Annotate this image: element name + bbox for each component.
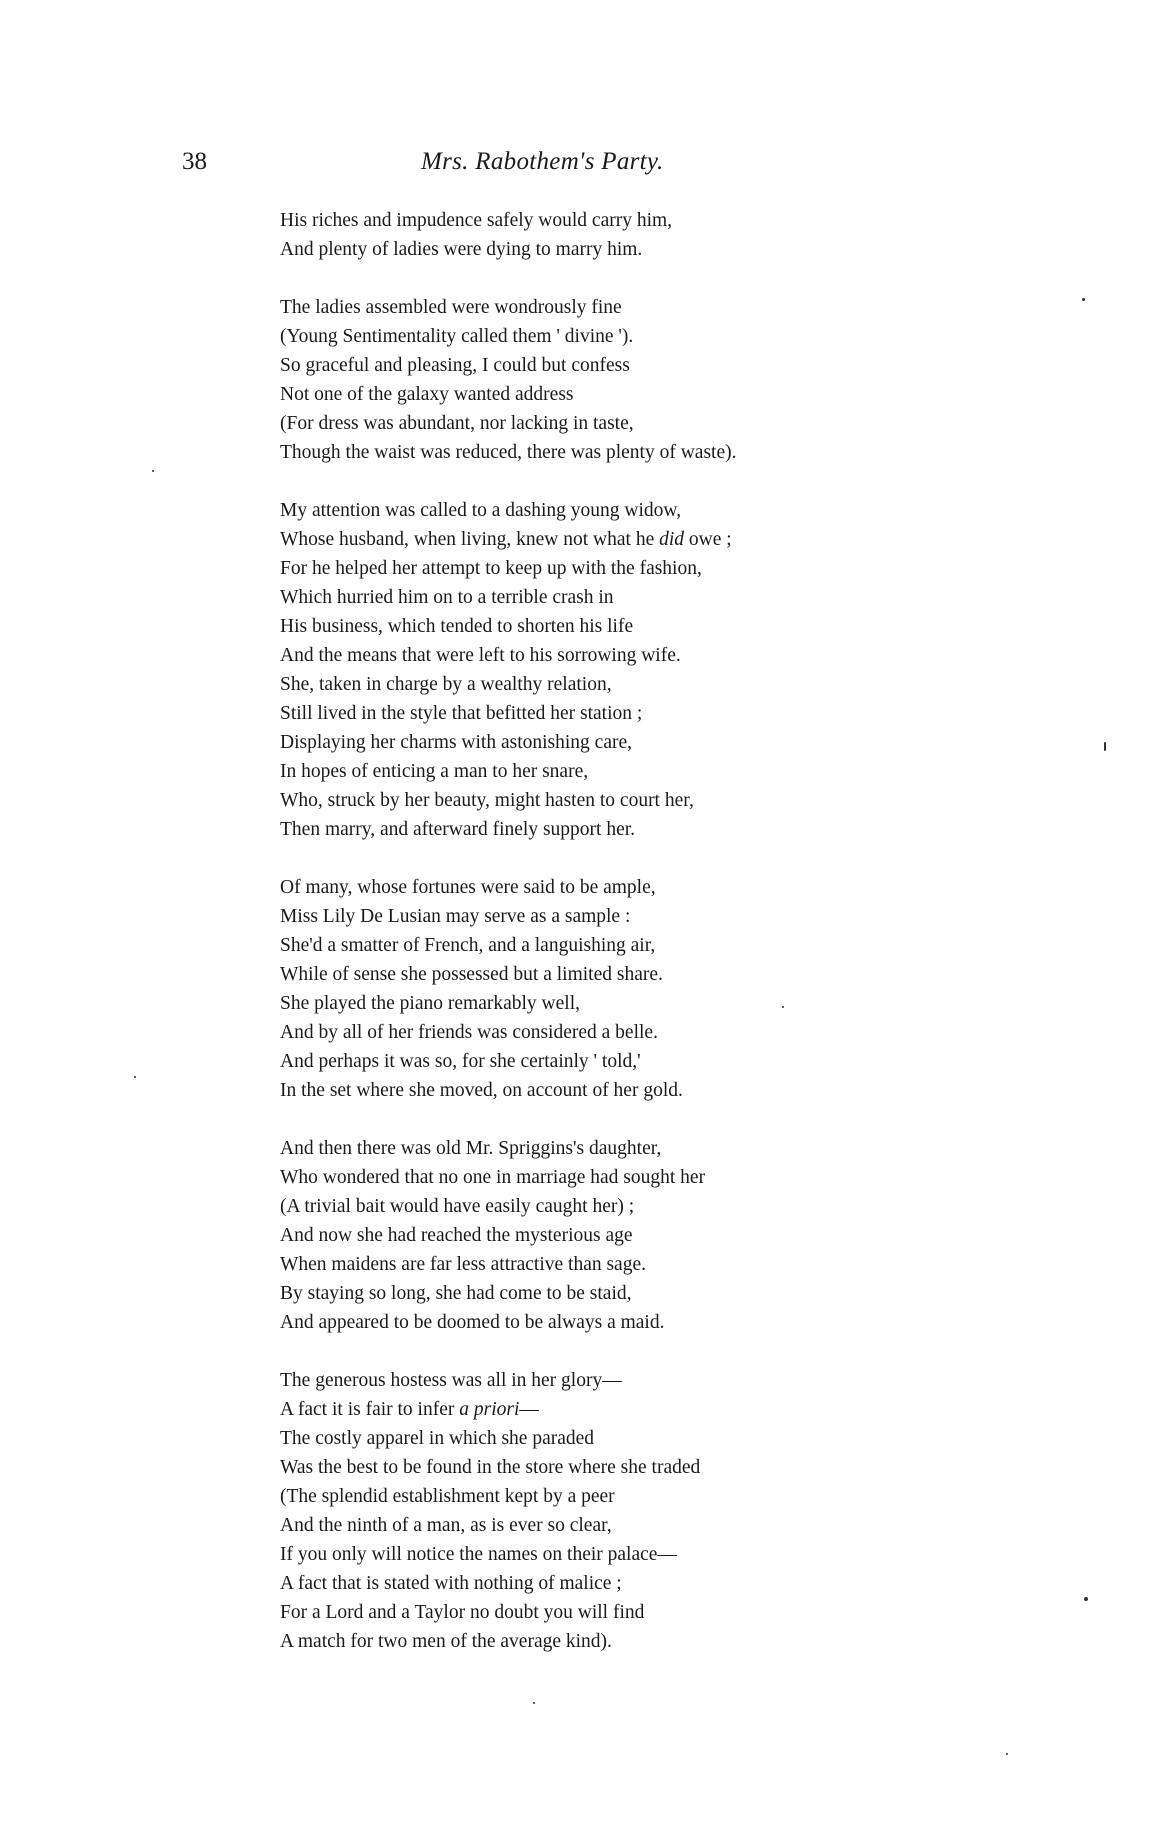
stanza	[280, 496, 1020, 844]
poem-line: A match for two men of the average kind).	[280, 1631, 612, 1652]
poem-line: When maidens are far less attractive than sage.	[280, 1254, 646, 1275]
stanza	[280, 293, 1020, 467]
poem-line: Still lived in the style that befitted her station ;	[280, 703, 643, 724]
poem-line: Who, struck by her beauty, might hasten to court her,	[280, 790, 694, 811]
stanza	[280, 873, 1020, 1105]
poem-line: Though the waist was reduced, there was plenty of waste).	[280, 442, 737, 463]
scan-speck	[152, 470, 154, 472]
poem-line: A fact that is stated with nothing of malice ;	[280, 1573, 622, 1594]
scan-speck	[1104, 742, 1106, 751]
page-header	[0, 148, 1152, 188]
poem-body	[280, 206, 1020, 1685]
poem-line: His riches and impudence safely would carry him,	[280, 210, 673, 231]
poem-line: Of many, whose fortunes were said to be ample,	[280, 877, 656, 898]
poem-line: Who wondered that no one in marriage had sought her	[280, 1167, 706, 1188]
poem-line: Miss Lily De Lusian may serve as a sample :	[280, 906, 631, 927]
poem-line: Whose husband, when living, knew not what he did owe ;	[280, 529, 732, 550]
scan-speck	[533, 1702, 535, 1704]
poem-line: And plenty of ladies were dying to marry him.	[280, 239, 643, 260]
poem-line: (The splendid establishment kept by a peer	[280, 1486, 615, 1507]
poem-line: Which hurried him on to a terrible crash in	[280, 587, 614, 608]
scan-speck	[1084, 1597, 1088, 1601]
poem-line: Then marry, and afterward finely support her.	[280, 819, 636, 840]
stanza	[280, 206, 1020, 264]
poem-line: By staying so long, she had come to be staid,	[280, 1283, 632, 1304]
poem-line: She played the piano remarkably well,	[280, 993, 580, 1014]
poem-line: And now she had reached the mysterious age	[280, 1225, 633, 1246]
poem-line: While of sense she possessed but a limited share.	[280, 964, 663, 985]
poem-line: So graceful and pleasing, I could but confess	[280, 355, 630, 376]
stanza	[280, 1366, 1020, 1656]
page-number: 38	[182, 148, 207, 175]
poem-line: The ladies assembled were wondrously fine	[280, 297, 622, 318]
poem-line: For he helped her attempt to keep up with the fashion,	[280, 558, 702, 579]
poem-line: A fact it is fair to infer a priori—	[280, 1399, 539, 1420]
scan-speck	[1082, 298, 1085, 301]
poem-line: And perhaps it was so, for she certainly ' told,'	[280, 1051, 641, 1072]
poem-line: And then there was old Mr. Spriggins's daughter,	[280, 1138, 662, 1159]
poem-line: And the ninth of a man, as is ever so clear,	[280, 1515, 612, 1536]
poem-line: (For dress was abundant, nor lacking in taste,	[280, 413, 634, 434]
poem-line: She, taken in charge by a wealthy relation,	[280, 674, 612, 695]
scan-speck	[782, 1006, 784, 1008]
poem-line: And the means that were left to his sorrowing wife.	[280, 645, 681, 666]
scan-speck	[134, 1076, 136, 1078]
poem-line: And by all of her friends was considered a belle.	[280, 1022, 658, 1043]
stanza	[280, 1134, 1020, 1337]
poem-line: Was the best to be found in the store where she traded	[280, 1457, 701, 1478]
poem-line: And appeared to be doomed to be always a maid.	[280, 1312, 665, 1333]
poem-line: (Young Sentimentality called them ' divine ').	[280, 326, 634, 347]
poem-line: In the set where she moved, on account of her gold.	[280, 1080, 683, 1101]
poem-line: In hopes of enticing a man to her snare,	[280, 761, 589, 782]
poem-line: Not one of the galaxy wanted address	[280, 384, 574, 405]
poem-line: The costly apparel in which she paraded	[280, 1428, 595, 1449]
poem-line: For a Lord and a Taylor no doubt you will find	[280, 1602, 645, 1623]
poem-line: His business, which tended to shorten his life	[280, 616, 634, 637]
poem-line: (A trivial bait would have easily caught her) ;	[280, 1196, 635, 1217]
poem-line: The generous hostess was all in her glory—	[280, 1370, 622, 1391]
poem-line: My attention was called to a dashing young widow,	[280, 500, 682, 521]
poem-line: Displaying her charms with astonishing care,	[280, 732, 632, 753]
scan-speck	[1006, 1753, 1008, 1755]
running-title: Mrs. Rabothem's Party.	[421, 148, 664, 175]
poem-line: She'd a smatter of French, and a languishing air,	[280, 935, 656, 956]
poem-line: If you only will notice the names on their palace—	[280, 1544, 677, 1565]
